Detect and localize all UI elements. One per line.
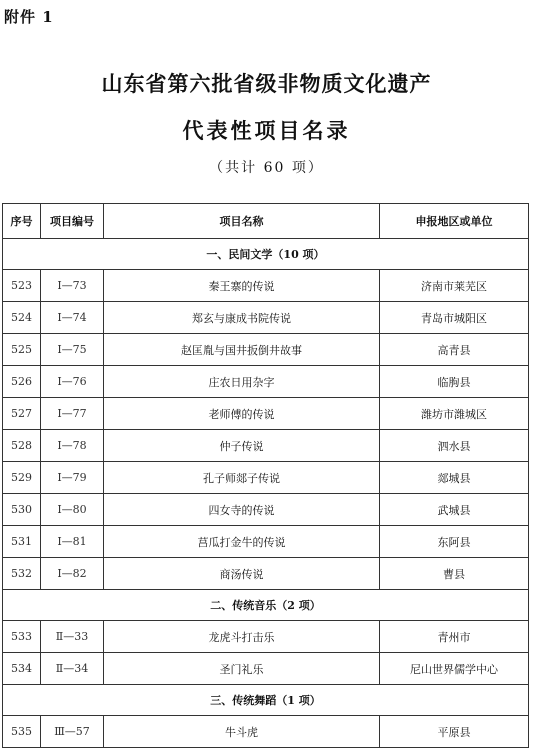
cell-region: 泗水县 [380,430,529,462]
cell-region: 临朐县 [380,366,529,398]
cell-name: 仲子传说 [104,430,380,462]
heritage-list-table [2,203,529,748]
cell-name: 郑玄与康成书院传说 [104,302,380,334]
cell-region: 青岛市城阳区 [380,302,529,334]
cell-name: 孔子师郯子传说 [104,462,380,494]
table-row [3,334,529,366]
cell-seq: 529 [3,462,41,494]
cell-region: 尼山世界儒学中心 [380,653,529,685]
cell-region: 高青县 [380,334,529,366]
cell-name: 赵匡胤与国井扳倒井故事 [104,334,380,366]
table-row [3,430,529,462]
cell-code: Ⅰ—74 [41,302,104,334]
cell-seq: 533 [3,621,41,653]
cell-code: Ⅰ—76 [41,366,104,398]
cell-region: 曹县 [380,558,529,590]
attachment-label: 附件 1 [4,8,54,26]
section-heading: 三、传统舞蹈（1 项） [3,685,529,716]
document-title-line2: 代表性项目名录 [182,118,351,143]
cell-region: 武城县 [380,494,529,526]
cell-code: Ⅰ—81 [41,526,104,558]
cell-code: Ⅰ—80 [41,494,104,526]
cell-seq: 525 [3,334,41,366]
table-row [3,526,529,558]
cell-region: 潍坊市潍城区 [380,398,529,430]
cell-name: 四女寺的传说 [104,494,380,526]
cell-region: 平原县 [380,716,529,748]
table-row [3,270,529,302]
cell-name: 圣门礼乐 [104,653,380,685]
document-title-line1: 山东省第六批省级非物质文化遗产 [101,71,432,96]
cell-seq: 527 [3,398,41,430]
cell-code: Ⅰ—73 [41,270,104,302]
cell-region: 济南市莱芜区 [380,270,529,302]
cell-code: Ⅰ—77 [41,398,104,430]
table-header-row [3,204,529,239]
cell-seq: 534 [3,653,41,685]
cell-seq: 526 [3,366,41,398]
cell-seq: 532 [3,558,41,590]
table-row [3,716,529,748]
table-row [3,462,529,494]
document-subtitle: （共计 60 项） [209,160,324,176]
cell-name: 莒瓜打金牛的传说 [104,526,380,558]
section-heading-row [3,239,529,270]
cell-region: 郯城县 [380,462,529,494]
column-header-code: 项目编号 [41,204,104,239]
cell-seq: 524 [3,302,41,334]
cell-code: Ⅰ—78 [41,430,104,462]
section-heading: 一、民间文学（10 项） [3,239,529,270]
cell-region: 东阿县 [380,526,529,558]
table-row [3,653,529,685]
cell-region: 青州市 [380,621,529,653]
table-row [3,621,529,653]
cell-code: Ⅰ—75 [41,334,104,366]
cell-name: 秦王寨的传说 [104,270,380,302]
cell-code: Ⅱ—34 [41,653,104,685]
table-row [3,398,529,430]
cell-name: 庄农日用杂字 [104,366,380,398]
cell-seq: 535 [3,716,41,748]
cell-code: Ⅱ—33 [41,621,104,653]
table-body [3,239,529,748]
table-row [3,302,529,334]
cell-code: Ⅰ—82 [41,558,104,590]
table-row [3,558,529,590]
column-header-seq: 序号 [3,204,41,239]
cell-seq: 531 [3,526,41,558]
cell-code: Ⅲ—57 [41,716,104,748]
table-row [3,494,529,526]
cell-seq: 528 [3,430,41,462]
section-heading-row [3,590,529,621]
cell-name: 商汤传说 [104,558,380,590]
cell-name: 牛斗虎 [104,716,380,748]
column-header-region: 申报地区或单位 [380,204,529,239]
section-heading-row [3,685,529,716]
column-header-name: 项目名称 [104,204,380,239]
cell-name: 老师傅的传说 [104,398,380,430]
section-heading: 二、传统音乐（2 项） [3,590,529,621]
table-row [3,366,529,398]
cell-seq: 523 [3,270,41,302]
cell-seq: 530 [3,494,41,526]
cell-code: Ⅰ—79 [41,462,104,494]
cell-name: 龙虎斗打击乐 [104,621,380,653]
